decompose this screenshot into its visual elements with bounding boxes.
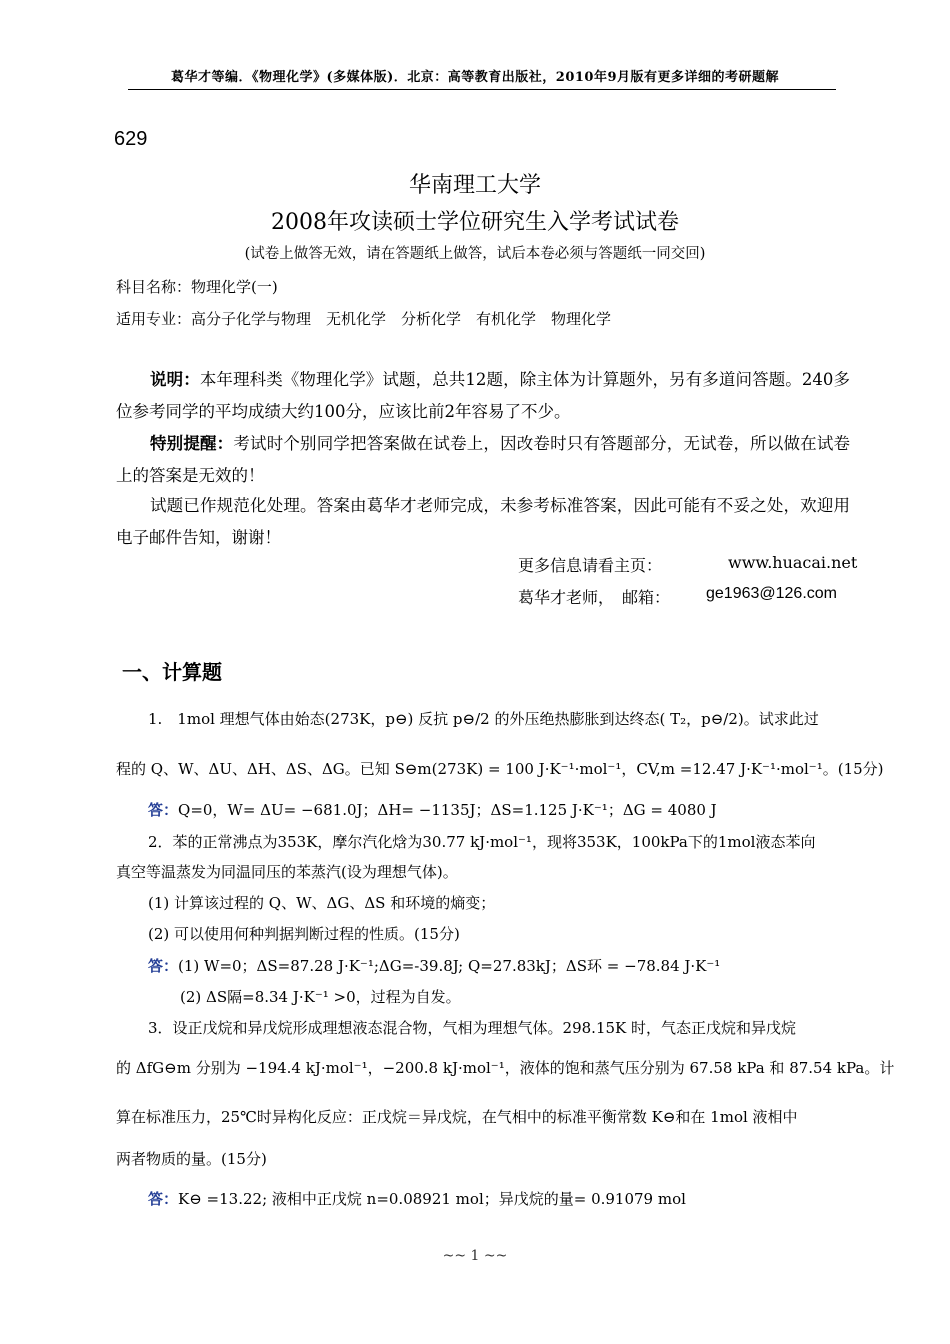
homepage-link[interactable]: www.huacai.net bbox=[728, 553, 858, 572]
reminder-label: 特别提醒： bbox=[150, 434, 234, 453]
notice-para-3: 试题已作规范化处理。答案由葛华才老师完成，未参考标准答案，因此可能有不妥之处，欢迎用电子邮件告知，谢谢！ bbox=[116, 496, 850, 547]
q2-sub-1: (1) 计算该过程的 Q、W、ΔG、ΔS 和环境的熵变； bbox=[148, 894, 496, 912]
answer-label: 答： bbox=[148, 801, 179, 819]
subject-name: 科目名称：物理化学(一) bbox=[116, 278, 278, 296]
q3-answer-text: K⊖ =13.22; 液相中正戊烷 n=0.08921 mol；异戊烷的量= 0.91079 mol bbox=[178, 1190, 686, 1208]
university-title: 华南理工大学 bbox=[408, 173, 541, 198]
q1-line-1: 1. 1mol 理想气体由始态(273K，p⊖) 反抗 p⊖/2 的外压绝热膨胀到达终态( T₂，p⊖/2)。试求此过 bbox=[148, 710, 819, 728]
reminder-text: 考试时个别同学把答案做在试卷上，因改卷时只有答题部分，无试卷，所以做在试卷上的答案是无效的！ bbox=[116, 434, 851, 485]
email-link[interactable]: ge1963@126.com bbox=[706, 585, 837, 602]
q1-line-2: 程的 Q、W、ΔU、ΔH、ΔS、ΔG。已知 S⊖m(273K) = 100 J·K⁻¹·mol⁻¹，CV,m =12.47 J·K⁻¹·mol⁻¹。(15分) bbox=[116, 760, 884, 778]
q3-line-1: 3．设正戊烷和异戊烷形成理想液态混合物，气相为理想气体。298.15K 时，气态正戊烷和异戊烷 bbox=[148, 1019, 797, 1037]
email-label: 葛华才老师， 邮箱： bbox=[518, 588, 671, 607]
q2-answer-text-1: (1) W=0；ΔS=87.28 J·K⁻¹;ΔG=-39.8J; Q=27.83kJ；ΔS环 = −78.84 J·K⁻¹ bbox=[178, 957, 721, 975]
q3-line-2: 的 ΔfG⊖m 分别为 −194.4 kJ·mol⁻¹，−200.8 kJ·mol⁻¹，液体的饱和蒸气压分别为 67.58 kPa 和 87.54 kPa。计 bbox=[116, 1059, 895, 1077]
notice-text: 本年理科类《物理化学》试题，总共12题，除主体为计算题外，另有多道问答题。240多位参考同学的平均成绩大约100分，应该比前2年容易了不少。 bbox=[116, 370, 851, 421]
notice-para-2 bbox=[116, 428, 850, 492]
q2-line-1: 2．苯的正常沸点为353K，摩尔汽化焓为30.77 kJ·mol⁻¹，现将353K，100kPa下的1mol液态苯向 bbox=[148, 833, 816, 851]
page-number: ~~ 1 ~~ bbox=[442, 1248, 508, 1264]
applicable-majors: 适用专业：高分子化学与物理 无机化学 分析化学 有机化学 物理化学 bbox=[116, 310, 612, 328]
q2-sub-2: (2) 可以使用何种判据判断过程的性质。(15分) bbox=[148, 925, 460, 943]
q3-answer bbox=[148, 1188, 686, 1209]
q1-answer bbox=[148, 799, 717, 820]
notice-label: 说明： bbox=[150, 370, 200, 389]
exam-instruction: (试卷上做答无效，请在答题纸上做答，试后本卷必须与答题纸一同交回) bbox=[244, 246, 706, 262]
answer-label: 答： bbox=[148, 1190, 179, 1208]
exam-code: 629 bbox=[114, 128, 148, 150]
q2-answer-2: (2) ΔS隔=8.34 J·K⁻¹ >0，过程为自发。 bbox=[180, 988, 461, 1006]
section-title: 一、计算题 bbox=[122, 660, 222, 684]
q2-line-2: 真空等温蒸发为同温同压的苯蒸汽(设为理想气体)。 bbox=[116, 863, 458, 881]
q3-line-3: 算在标准压力，25℃时异构化反应：正戊烷＝异戊烷，在气相中的标准平衡常数 K⊖和在 1mol 液相中 bbox=[116, 1108, 798, 1126]
running-header: 葛华才等编．《物理化学》(多媒体版)．北京：高等教育出版社，2010年9月版有更多详细的考研题解 bbox=[170, 70, 780, 85]
answer-label: 答： bbox=[148, 957, 179, 975]
exam-title: 2008年攻读硕士学位研究生入学考试试卷 bbox=[271, 210, 679, 235]
q1-answer-text: Q=0，W= ΔU= −681.0J；ΔH= −1135J；ΔS=1.125 J·K⁻¹；ΔG = 4080 J bbox=[178, 801, 717, 819]
notice-para-1 bbox=[116, 364, 850, 428]
header-rule bbox=[128, 89, 836, 90]
homepage-label: 更多信息请看主页： bbox=[518, 556, 663, 575]
q3-line-4: 两者物质的量。(15分) bbox=[116, 1150, 267, 1168]
q2-answer-1 bbox=[148, 955, 720, 976]
